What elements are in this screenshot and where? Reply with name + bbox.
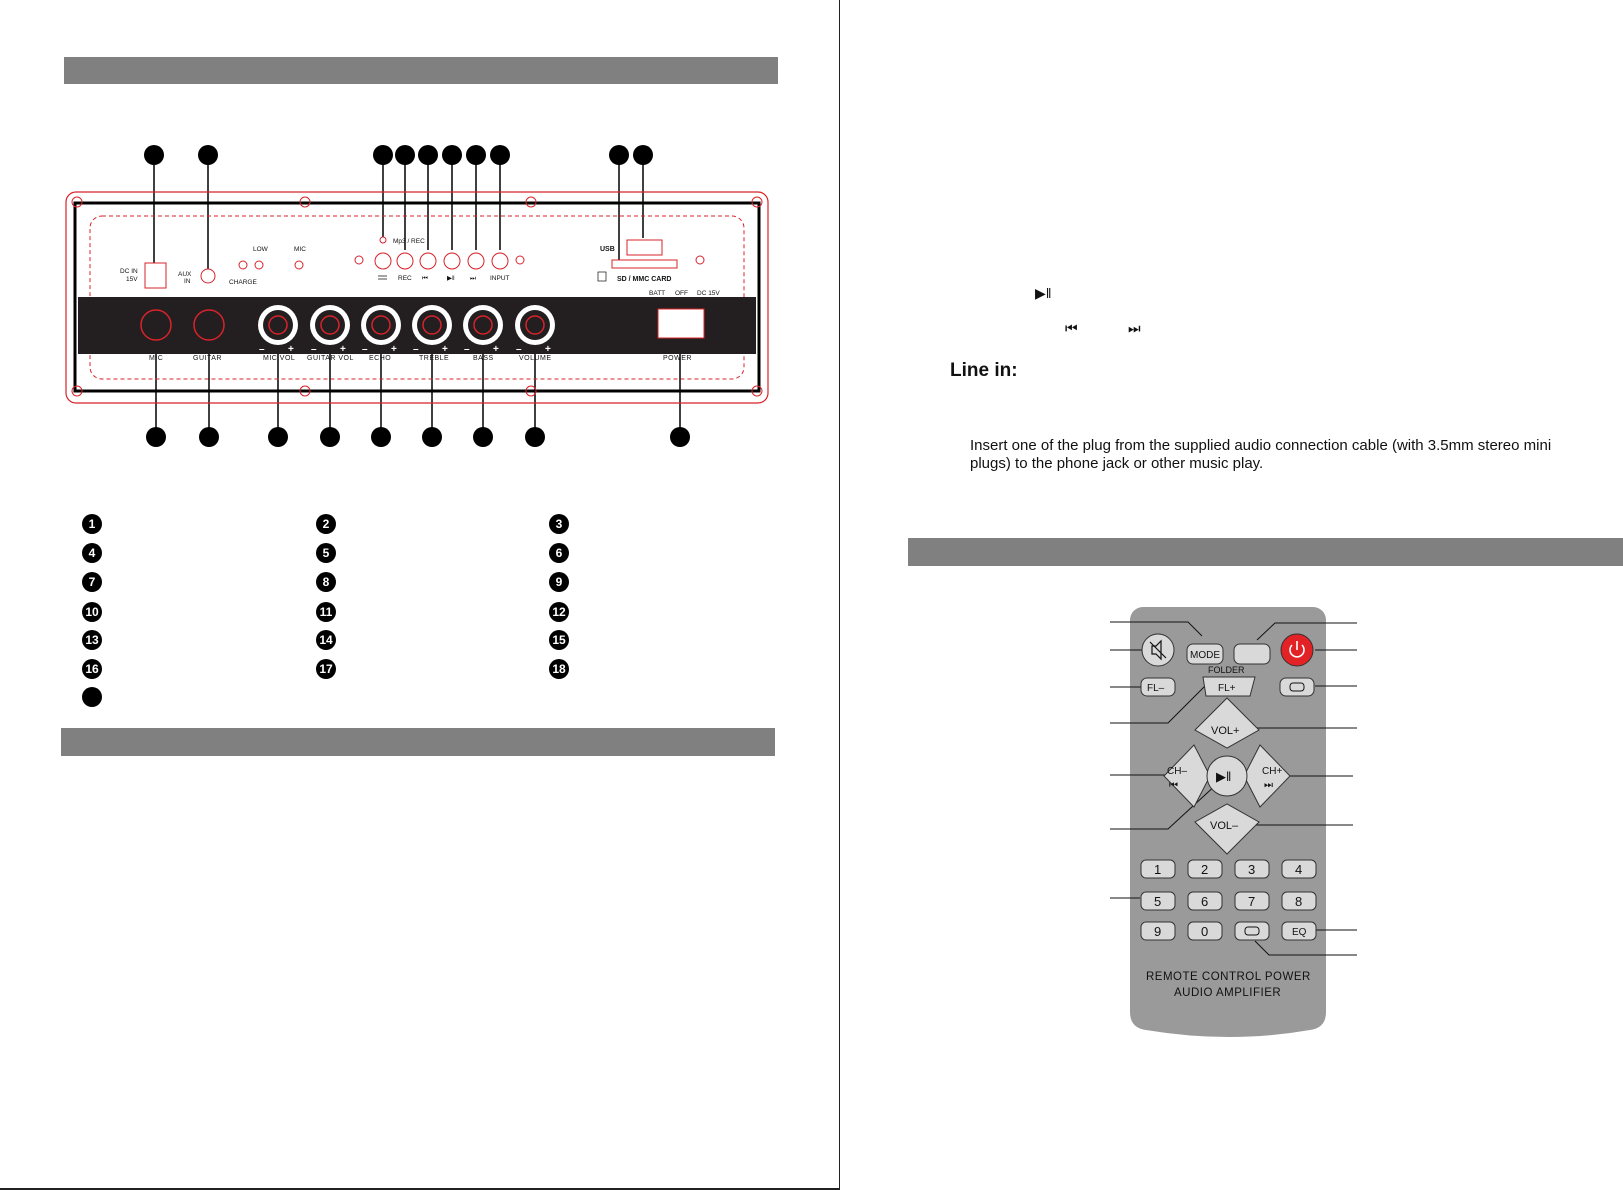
digit-label-6: 6 (1201, 894, 1209, 909)
digit-label-4: 4 (1295, 862, 1303, 877)
panel-diagram (0, 0, 840, 500)
digit-label-5: 5 (1154, 894, 1162, 909)
rec-label: REC (398, 275, 412, 282)
legend-badge-13: 13 (82, 630, 102, 650)
svg-text:+: + (340, 344, 346, 355)
mode-label: MODE (1190, 650, 1220, 661)
legend-badge-4: 4 (82, 543, 102, 563)
play-pause-symbol: ▶‖ (1035, 285, 1052, 301)
left-led (355, 256, 363, 264)
dc-in-label: DC IN (120, 268, 138, 275)
folder-label: FOLDER (1208, 665, 1245, 675)
digit-label-1: 1 (1154, 862, 1162, 877)
repeat-remote-button[interactable] (1280, 678, 1314, 696)
ch-minus-label: CH– (1167, 766, 1188, 777)
guitar-jack (194, 310, 224, 340)
charge-led (239, 261, 247, 269)
legend-badge-17: 17 (316, 659, 336, 679)
mic-jack (141, 310, 171, 340)
knob-treble[interactable] (412, 305, 452, 345)
legend-badge-19 (82, 687, 102, 707)
knob-volume[interactable] (515, 305, 555, 345)
dc-in-volt-label: 15V (126, 276, 138, 283)
charge-label: CHARGE (229, 279, 257, 286)
svg-text:+: + (288, 344, 294, 355)
input-button[interactable] (492, 253, 508, 269)
next-button[interactable] (468, 253, 484, 269)
knob-bass[interactable] (463, 305, 503, 345)
prev-symbol: ⏮ (1065, 320, 1078, 336)
prev-button[interactable] (420, 253, 436, 269)
vol-plus-label: VOL+ (1211, 725, 1240, 737)
section-header-bar-remote (908, 538, 1623, 566)
play-pause-button[interactable] (444, 253, 460, 269)
mp3-rec-label: Mp3 / REC (393, 238, 425, 245)
svg-text:+: + (442, 344, 448, 355)
right-led (516, 256, 524, 264)
low-led (255, 261, 263, 269)
svg-text:–: – (413, 344, 419, 355)
svg-text:–: – (259, 344, 265, 355)
dc15v-label: DC 15V (697, 290, 720, 297)
legend-badge-2: 2 (316, 514, 336, 534)
legend-badge-1: 1 (82, 514, 102, 534)
knob-mic-vol[interactable] (258, 305, 298, 345)
bass-label: BASS (473, 355, 494, 362)
play-pause-icon: ▶‖ (447, 275, 455, 282)
legend-badge-5: 5 (316, 543, 336, 563)
callout-dots-top (144, 145, 653, 165)
aux-in-label-2: IN (184, 278, 191, 285)
digit-label-3: 3 (1248, 862, 1256, 877)
mic-vol-label: MIC VOL (263, 355, 296, 362)
right-led-2 (696, 256, 704, 264)
aux-in-label-1: AUX (178, 271, 192, 278)
volume-label: VOLUME (519, 355, 552, 362)
svg-text:–: – (464, 344, 470, 355)
digit-label-7: 7 (1248, 894, 1256, 909)
ch-plus-next-icon: ⏭ (1264, 780, 1273, 791)
repeat-button[interactable] (375, 253, 391, 269)
treble-label: TREBLE (419, 355, 450, 362)
usb-port (627, 240, 662, 255)
legend-badge-6: 6 (549, 543, 569, 563)
echo-label: ECHO (369, 355, 392, 362)
vol-minus-label: VOL– (1210, 820, 1239, 832)
digit-label-8: 8 (1295, 894, 1303, 909)
usb-label: USB (600, 246, 615, 253)
legend-badge-11: 11 (316, 602, 336, 622)
legend-badge-3: 3 (549, 514, 569, 534)
knob-guitar-vol[interactable] (310, 305, 350, 345)
sd-card-icon (598, 272, 606, 281)
section-header-bar-lower-left (61, 728, 775, 756)
mic-label: MIC (149, 355, 164, 362)
svg-text:+: + (493, 344, 499, 355)
next-icon: ⏭ (470, 275, 476, 282)
svg-text:+: + (391, 344, 397, 355)
legend-badge-14: 14 (316, 630, 336, 650)
guitar-vol-label: GUITAR VOL (307, 355, 354, 362)
digit-label-2: 2 (1201, 862, 1209, 877)
dc-in-jack (145, 263, 166, 288)
legend-badge-18: 18 (549, 659, 569, 679)
remote-caption-1: REMOTE CONTROL POWER (1146, 971, 1311, 983)
svg-text:–: – (516, 344, 522, 355)
rec-button[interactable] (397, 253, 413, 269)
leader-lines (154, 155, 680, 437)
legend-badge-16: 16 (82, 659, 102, 679)
next-symbol: ⏭ (1128, 320, 1141, 336)
sd-card-label: SD / MMC CARD (617, 276, 672, 283)
blank-button[interactable] (1234, 644, 1270, 664)
callout-dots-bottom (146, 427, 690, 447)
fl-plus-label: FL+ (1218, 683, 1236, 694)
line-in-title: Line in: (950, 360, 1018, 381)
digit-label-9: 9 (1154, 924, 1162, 939)
svg-text:–: – (311, 344, 317, 355)
mic-led (295, 261, 303, 269)
batt-label: BATT (649, 290, 666, 297)
power-label: POWER (663, 355, 692, 362)
off-label: OFF (675, 290, 688, 297)
play-pause-remote-icon: ▶‖ (1216, 769, 1232, 784)
legend-badge-9: 9 (549, 572, 569, 592)
svg-text:–: – (362, 344, 368, 355)
power-switch[interactable] (658, 309, 704, 338)
knob-echo[interactable] (361, 305, 401, 345)
legend-badge-15: 15 (549, 630, 569, 650)
legend-badge-7: 7 (82, 572, 102, 592)
repeat-pad-button[interactable] (1235, 922, 1269, 940)
mp3-rec-led (380, 237, 386, 243)
eq-label: EQ (1292, 927, 1307, 938)
line-in-text: Insert one of the plug from the supplied audio connection cable (with 3.5mm stereo mini plugs) to the phone jack or other music play. (970, 437, 1552, 472)
low-label: LOW (253, 246, 268, 253)
ch-minus-prev-icon: ⏮ (1169, 780, 1178, 791)
ch-plus-label: CH+ (1262, 766, 1283, 777)
guitar-label: GUITAR (193, 355, 222, 362)
remote-caption-2: AUDIO AMPLIFIER (1174, 987, 1282, 999)
sd-card-slot (612, 260, 677, 268)
fl-minus-label: FL– (1147, 683, 1165, 694)
legend-badge-12: 12 (549, 602, 569, 622)
prev-icon: ⏮ (422, 275, 428, 282)
input-label: INPUT (490, 275, 510, 282)
aux-in-jack (201, 269, 215, 283)
repeat-icon (378, 276, 387, 279)
legend-badge-8: 8 (316, 572, 336, 592)
remote-diagram (1100, 600, 1360, 1040)
digit-label-0: 0 (1201, 924, 1209, 939)
svg-text:+: + (545, 344, 551, 355)
legend-badge-10: 10 (82, 602, 102, 622)
mic-led-label: MIC (294, 246, 306, 253)
